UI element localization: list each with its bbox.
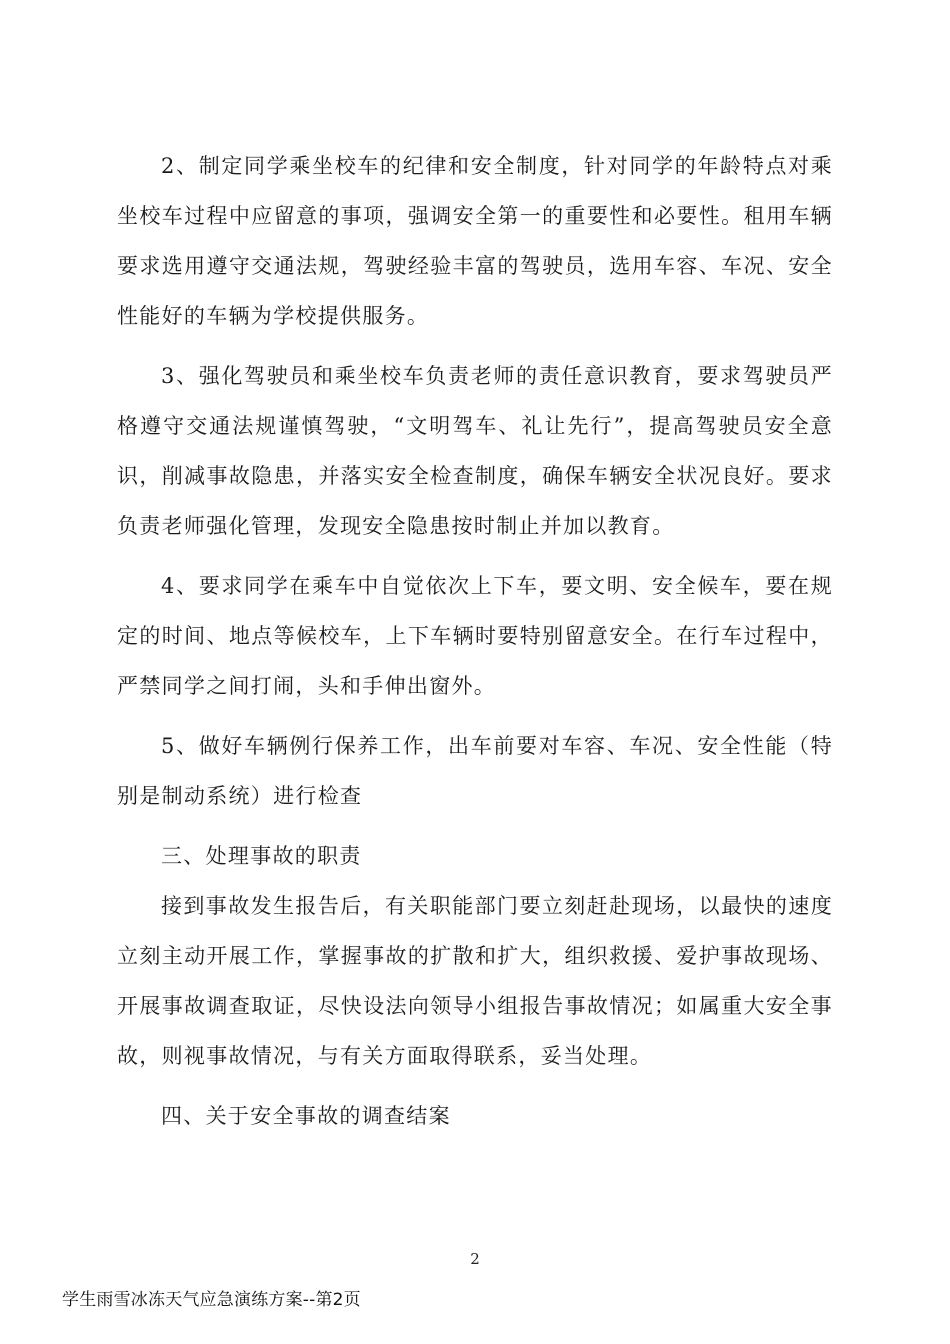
footer-title: 学生雨雪冰冻天气应急演练方案--第2页	[62, 1290, 361, 1310]
document-body	[117, 141, 833, 1141]
page-number: 2	[470, 1250, 480, 1268]
paragraph-accident-duties: 接到事故发生报告后，有关职能部门要立刻赶赴现场，以最快的速度立刻主动开展工作，掌握事故的扩散和扩大，组织救援、爱护事故现场、开展事故调查取证，尽快设法向领导小组报告事故情况；如属重大安全事故，则视事故情况，与有关方面取得联系，妥当处理。	[117, 894, 833, 1068]
section-heading-3: 三、处理事故的职责	[161, 844, 362, 868]
paragraph-item-3: 3、强化驾驶员和乘坐校车负责老师的责任意识教育，要求驾驶员严格遵守交通法规谨慎驾驶，“文明驾车、礼让先行”，提高驾驶员安全意识，削减事故隐患，并落实安全检查制度，确保车辆安全状况良好。要求负责老师强化管理，发现安全隐患按时制止并加以教育。	[117, 364, 833, 538]
paragraph-item-5: 5、做好车辆例行保养工作，出车前要对车容、车况、安全性能（特别是制动系统）进行检查	[117, 734, 833, 808]
paragraph-item-2: 2、制定同学乘坐校车的纪律和安全制度，针对同学的年龄特点对乘坐校车过程中应留意的事项，强调安全第一的重要性和必要性。租用车辆要求选用遵守交通法规，驾驶经验丰富的驾驶员，选用车容、车况、安全性能好的车辆为学校提供服务。	[117, 154, 833, 328]
paragraph-item-4: 4、要求同学在乘车中自觉依次上下车，要文明、安全候车，要在规定的时间、地点等候校车，上下车辆时要特别留意安全。在行车过程中，严禁同学之间打闹，头和手伸出窗外。	[117, 574, 833, 698]
section-heading-4: 四、关于安全事故的调查结案	[161, 1104, 451, 1128]
